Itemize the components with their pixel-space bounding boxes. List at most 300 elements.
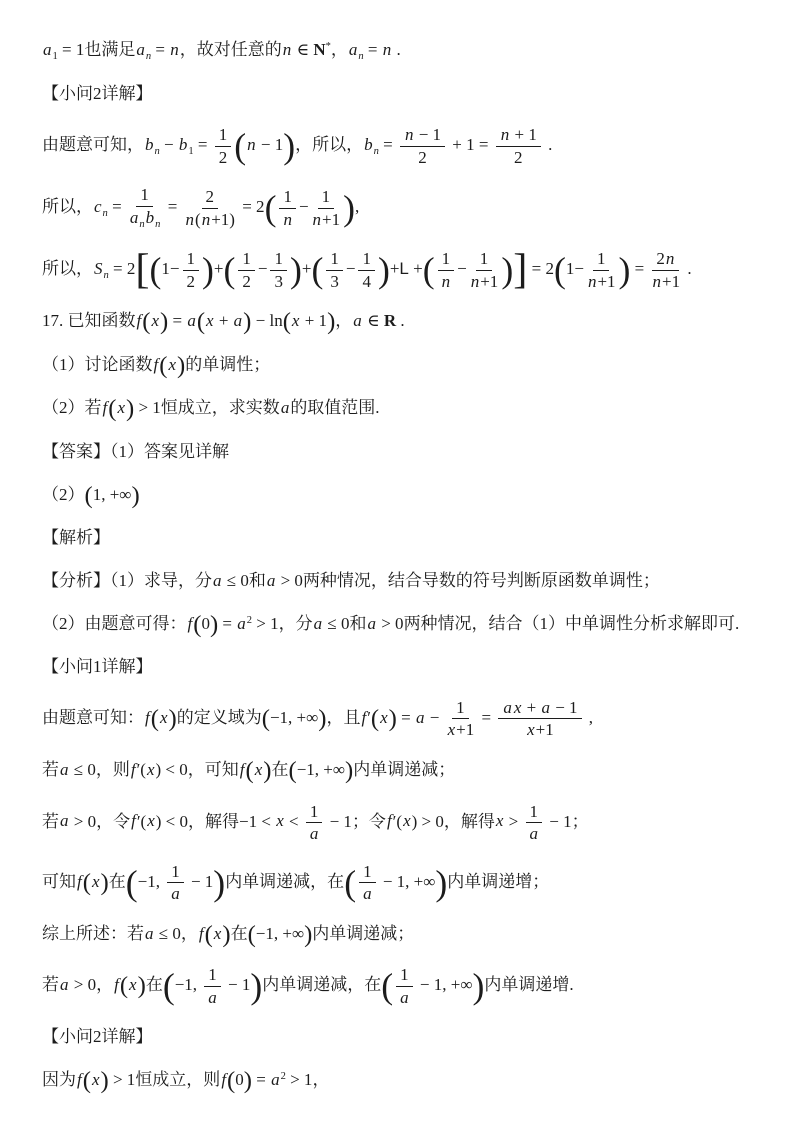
math-roman-run: 2 [514, 147, 523, 167]
math-roman-run: + [522, 697, 541, 717]
text-run: 所以， [42, 259, 93, 279]
fraction-denominator [514, 147, 523, 168]
paren: ( [196, 308, 206, 336]
math-roman-run: − 1, +∞ [378, 871, 436, 891]
fraction [204, 965, 221, 1007]
math-variable: a [171, 884, 180, 904]
paren: ( [245, 756, 254, 784]
fraction-numerator [326, 249, 343, 271]
text-run: （2）若 [42, 398, 102, 418]
math-roman-run: +1 [535, 720, 554, 740]
fraction-numerator [270, 249, 287, 271]
text-run: ，可知 [187, 759, 239, 779]
bracket-large: ] [513, 246, 528, 294]
math-roman-run: > 0 [69, 811, 97, 831]
paren: ( [261, 704, 270, 732]
math-roman-run: +1 [456, 720, 475, 740]
math-roman-run: . [543, 135, 553, 155]
doc-line-22 [42, 1068, 766, 1094]
math-roman-run: − [425, 707, 444, 727]
math-roman-run: − 1 [325, 811, 352, 831]
superscript: * [325, 41, 331, 53]
fraction-denominator [187, 271, 196, 292]
math-variable: x [151, 311, 159, 331]
fraction-numerator [400, 125, 445, 147]
math-roman-run: − 1 [256, 135, 284, 155]
math-variable: f [77, 1070, 82, 1090]
text-run: ； [571, 811, 589, 831]
math-roman-run: 1 [362, 249, 371, 269]
text-run: 在 [230, 923, 248, 943]
fraction-denominator [447, 719, 475, 740]
math-roman-run: = [193, 135, 212, 155]
math-variable: n [185, 209, 195, 229]
fraction [185, 187, 235, 229]
math-roman-run: 17. [42, 311, 68, 331]
text-run: 和 [248, 570, 266, 590]
fraction-numerator [279, 187, 296, 209]
text-run: 内单调递增. [484, 975, 574, 995]
math-roman-run: + [214, 311, 233, 331]
math-variable: x [91, 871, 100, 891]
paren-large: ( [381, 966, 394, 1007]
paren-large: ) [377, 249, 390, 290]
paren: ( [159, 351, 168, 379]
subscript: 1 [188, 146, 194, 158]
math-roman-run: ) < 0 [155, 759, 188, 779]
math-variable: c [94, 197, 102, 217]
subscript: n [145, 51, 152, 63]
paren: ( [142, 308, 151, 336]
math-roman-run: = [477, 707, 496, 727]
math-variable: a [400, 987, 409, 1007]
fraction [215, 125, 232, 167]
paren: ) [243, 1066, 252, 1094]
math-roman-run: ( [195, 209, 201, 229]
paren-large: ( [223, 249, 236, 290]
math-variable: f [187, 613, 193, 633]
math-variable: a [60, 811, 69, 831]
math-roman-run: −1, +∞ [269, 707, 319, 727]
text-run: ， [312, 1070, 330, 1090]
math-roman-run: 1 [456, 697, 465, 717]
math-roman-run: − 1 [223, 975, 251, 995]
text-run: 可知 [42, 871, 76, 891]
fraction-numerator [204, 965, 221, 987]
math-variable: a [503, 697, 512, 717]
math-roman-run: 1 [283, 187, 292, 207]
doc-line-20 [42, 965, 766, 1007]
math-roman-run: = [251, 1070, 271, 1090]
paren: ( [204, 920, 213, 948]
math-variable: x [276, 811, 284, 831]
fraction-denominator [274, 271, 283, 292]
paren: ( [84, 481, 93, 509]
paren-large: ) [343, 187, 356, 228]
doc-line-2 [42, 82, 766, 107]
doc-line-8 [42, 396, 766, 422]
math-roman-run: + 1 [510, 125, 537, 145]
paren: ( [227, 1066, 236, 1094]
paren: ) [263, 756, 272, 784]
paren-large: ) [472, 966, 485, 1007]
fraction-numerator [359, 862, 376, 884]
fraction-denominator [330, 271, 339, 292]
math-variable: n [470, 271, 480, 291]
math-roman-run: , [584, 707, 594, 727]
text-run: 的定义域为 [176, 707, 262, 727]
superscript: 2 [246, 614, 253, 626]
math-variable: a [43, 40, 52, 59]
math-roman-run: 1 [208, 965, 217, 985]
paren: ) [209, 610, 219, 638]
text-run: 【小问2详解】 [42, 1027, 153, 1047]
math-roman-run: 1 [479, 249, 489, 269]
subscript: n [154, 146, 160, 158]
math-roman-run: −1, +∞ [296, 759, 345, 779]
math-variable: f [198, 923, 204, 943]
fraction-numerator [652, 249, 679, 271]
fraction-numerator [183, 249, 200, 271]
paren: ) [100, 868, 109, 896]
math-variable: b [145, 135, 154, 155]
math-variable: n [170, 40, 179, 59]
math-variable: f [136, 311, 142, 331]
math-variable: a [208, 987, 217, 1007]
paren-large: ) [289, 249, 302, 290]
text-run: 在 [271, 759, 289, 779]
fraction [306, 802, 323, 844]
fraction [496, 125, 541, 167]
doc-line-15 [42, 698, 766, 740]
math-roman-run: 1 [171, 861, 180, 881]
math-variable: f [239, 759, 245, 779]
fraction-denominator [526, 719, 554, 740]
fraction [526, 802, 543, 844]
math-roman-run: 1 [529, 801, 538, 821]
fraction-denominator [362, 271, 371, 292]
paren-large: ) [501, 249, 514, 290]
doc-line-19 [42, 922, 766, 948]
math-roman-run: 1 [321, 187, 331, 207]
text-run: 【小问2详解】 [42, 84, 153, 104]
doc-line-9 [42, 440, 766, 465]
fraction-denominator [652, 271, 681, 292]
doc-line-3 [42, 125, 766, 167]
math-variable: a [233, 311, 243, 331]
math-variable: f [130, 759, 136, 779]
math-roman-run: 1 [242, 249, 251, 269]
doc-line-4 [42, 185, 766, 231]
math-variable: n [201, 209, 211, 229]
math-roman-run: − [257, 259, 268, 279]
math-roman-run: 1 [330, 249, 339, 269]
fraction-numerator [202, 187, 219, 209]
fraction-numerator [318, 187, 335, 209]
math-roman-run: = 2 [237, 197, 265, 217]
text-run: 由题意可知： [42, 707, 144, 727]
math-roman-run: +1 [662, 271, 681, 291]
fraction-denominator [219, 147, 228, 168]
math-variable: a [367, 613, 376, 633]
math-variable: a [237, 613, 246, 633]
paren-large: ) [618, 249, 631, 290]
math-roman-run: = [163, 197, 182, 217]
math-variable: a [129, 207, 139, 227]
paren-large: ) [283, 126, 296, 166]
text-run: 【小问1详解】 [42, 657, 153, 677]
text-run: 的单调性； [185, 354, 271, 374]
math-roman-run: = 1 [57, 40, 85, 59]
math-variable: n [282, 40, 292, 59]
math-roman-run: > 0 [376, 613, 404, 633]
text-run: 【答案】（1）答案见详解 [42, 442, 229, 462]
math-variable: x [495, 811, 504, 831]
paren-large: ( [344, 862, 357, 903]
doc-line-16 [42, 758, 766, 784]
math-roman-run: 2 [242, 271, 251, 291]
math-roman-run: 0 [235, 1070, 244, 1090]
math-roman-run: ∈ [292, 40, 314, 59]
doc-line-10 [42, 483, 766, 509]
math-variable: n [283, 209, 292, 229]
text-run: 内单调递减，在 [225, 871, 345, 891]
math-roman-run: 1− [161, 259, 180, 279]
subscript: n [103, 270, 109, 282]
math-roman-run: 3 [274, 271, 283, 291]
math-variable: x [254, 759, 263, 779]
text-run: ，解得 [188, 811, 240, 831]
paren: ) [318, 704, 327, 732]
text-run: 若 [42, 811, 59, 831]
math-roman-run: 1 [140, 185, 149, 205]
math-roman-run: ′( [392, 811, 403, 831]
fraction-denominator [129, 207, 161, 231]
fraction-denominator [441, 271, 452, 292]
fraction-numerator [396, 965, 413, 987]
math-roman-run: ≤ 0 [222, 570, 249, 590]
text-run: ，故对任意的 [179, 40, 282, 59]
math-variable: x [168, 354, 176, 374]
math-variable: a [266, 570, 276, 590]
paren: ( [282, 308, 291, 336]
math-roman-run: 2 [205, 187, 214, 207]
fraction-denominator [242, 271, 251, 292]
math-roman-run: − 1 [550, 697, 578, 717]
math-variable: f [131, 811, 136, 831]
math-roman-run: = [218, 613, 237, 633]
math-variable: f [153, 354, 159, 374]
paren-large: ( [553, 249, 566, 290]
math-roman-run: > 1 [134, 398, 161, 418]
math-variable: n [441, 271, 451, 291]
math-variable: f [77, 871, 82, 891]
fraction-numerator [167, 862, 184, 884]
math-roman-run: − 1, +∞ [415, 975, 473, 995]
math-variable: a [415, 707, 425, 727]
math-variable: f [386, 811, 392, 831]
math-roman-run: = [378, 135, 397, 155]
paren-large: ) [202, 249, 214, 290]
math-roman-run: +1 [322, 209, 341, 229]
fraction-numerator [498, 698, 581, 720]
paren: ) [137, 972, 146, 1000]
math-roman-run: < [284, 811, 303, 831]
fraction-denominator [309, 823, 320, 844]
math-roman-run: > 0 [69, 975, 97, 995]
math-roman-run: . [396, 311, 405, 331]
math-roman-run: ) [229, 209, 235, 229]
math-roman-run: = 2 [527, 259, 554, 279]
paren: ) [222, 920, 231, 948]
fraction [498, 698, 581, 740]
math-variable: a [136, 40, 145, 59]
fraction [279, 187, 296, 229]
math-variable: a [529, 824, 538, 844]
text-run: ， [180, 923, 198, 943]
text-run: ，所以， [295, 135, 364, 155]
math-variable: a [213, 570, 222, 590]
doc-line-5 [42, 246, 766, 294]
subscript: n [139, 218, 145, 230]
math-roman-run: − ln [251, 311, 283, 331]
subscript: n [358, 51, 364, 63]
text-run: （1）讨论函数 [42, 354, 153, 374]
subscript: n [102, 208, 108, 220]
math-roman-run: 0 [201, 613, 210, 633]
text-run: ，解得 [443, 811, 495, 831]
math-variable: x [206, 311, 214, 331]
math-variable: a [145, 923, 154, 943]
text-run: 的取值范围. [290, 398, 380, 418]
doc-line-7 [42, 353, 766, 379]
paren-large: ) [435, 862, 448, 903]
paren: ( [370, 704, 380, 732]
text-run: 两种情况，结合导数的符号判断原函数单调性； [302, 570, 660, 590]
math-variable: b [364, 135, 373, 155]
math-roman-run: +1 [480, 271, 499, 291]
text-run: 所以， [42, 197, 93, 217]
math-variable: a [353, 311, 362, 331]
text-run: ， [330, 40, 348, 59]
fraction [326, 249, 343, 291]
paren: ( [150, 704, 159, 732]
text-run: ， [96, 975, 114, 995]
paren: ) [388, 704, 397, 732]
math-roman-run: ′ [367, 707, 371, 727]
paren: ) [168, 704, 177, 732]
ellipsis-glyph: L [399, 259, 409, 279]
text-run: 已知函数 [67, 311, 136, 331]
math-variable: a [60, 975, 69, 995]
math-variable: a [187, 311, 196, 331]
math-variable: x [129, 975, 137, 995]
math-roman-run: ∈ [362, 311, 384, 331]
math-roman-run: − [345, 259, 356, 279]
doc-line-21 [42, 1025, 766, 1050]
math-variable: a [541, 697, 550, 717]
paren: ) [160, 308, 169, 336]
math-bold-symbol: R [383, 311, 397, 331]
paren-large: ( [311, 249, 324, 290]
math-roman-run: 1, +∞ [92, 484, 132, 504]
text-run: ， [335, 311, 353, 331]
paren: ) [243, 308, 252, 336]
text-run: 内单调递减； [353, 759, 456, 779]
math-variable: n [382, 40, 392, 59]
subscript: n [373, 146, 379, 158]
paren: ) [345, 756, 354, 784]
math-variable: a [60, 759, 69, 779]
text-run: ；令 [351, 811, 386, 831]
math-roman-run: 1 [441, 249, 451, 269]
doc-line-18 [42, 862, 766, 904]
text-run: 和 [349, 613, 367, 633]
math-roman-run: + [389, 259, 400, 279]
paren-large: ( [162, 966, 175, 1007]
paren-large: ( [264, 187, 277, 228]
text-run: ，且 [326, 707, 361, 727]
text-run: （2）由题意可得： [42, 613, 187, 633]
math-roman-run: −1, [174, 975, 202, 995]
fraction [270, 249, 287, 291]
subscript: n [155, 218, 161, 230]
math-roman-run: − 1 [186, 871, 214, 891]
math-roman-run: − [457, 259, 467, 279]
math-variable: x [291, 311, 300, 331]
fraction [238, 249, 255, 291]
text-run: 若 [42, 759, 59, 779]
math-roman-run: = [363, 40, 382, 59]
math-roman-run: . [392, 40, 401, 59]
math-variable: a [363, 884, 372, 904]
math-roman-run: 1 [596, 249, 606, 269]
math-variable: n [665, 249, 675, 269]
math-roman-run: 1 [363, 861, 372, 881]
fraction [438, 249, 455, 291]
fraction-denominator [170, 883, 181, 904]
paren-large: ( [234, 126, 247, 166]
text-run: 恒成立，则 [135, 1070, 221, 1090]
math-variable: f [102, 398, 108, 418]
text-run: 综上所述：若 [42, 923, 144, 943]
text-run: 恒成立，求实数 [160, 398, 280, 418]
math-roman-run: > 1 [285, 1070, 313, 1090]
math-roman-run: 2 [186, 271, 195, 291]
math-variable: S [94, 259, 103, 279]
fraction-numerator [526, 802, 543, 824]
math-roman-run: = 2 [108, 259, 136, 279]
math-variable: f [361, 707, 367, 727]
fraction-denominator [282, 209, 293, 230]
math-variable: n [404, 125, 414, 145]
math-roman-run: , [355, 197, 360, 217]
math-roman-run: > 1 [108, 1070, 136, 1090]
doc-line-1 [42, 38, 766, 64]
math-variable: x [380, 707, 388, 727]
paren: ( [82, 868, 91, 896]
math-roman-run: + [301, 259, 312, 279]
math-roman-run: 2 [656, 249, 665, 269]
math-roman-run: 2 [418, 147, 427, 167]
math-roman-run: ≤ 0 [69, 759, 96, 779]
fraction-denominator [470, 271, 499, 292]
math-roman-run: 1 [274, 249, 283, 269]
doc-line-14 [42, 655, 766, 680]
text-run: 若 [42, 975, 59, 995]
math-roman-run: − 1 [545, 811, 572, 831]
math-variable: n [587, 271, 597, 291]
